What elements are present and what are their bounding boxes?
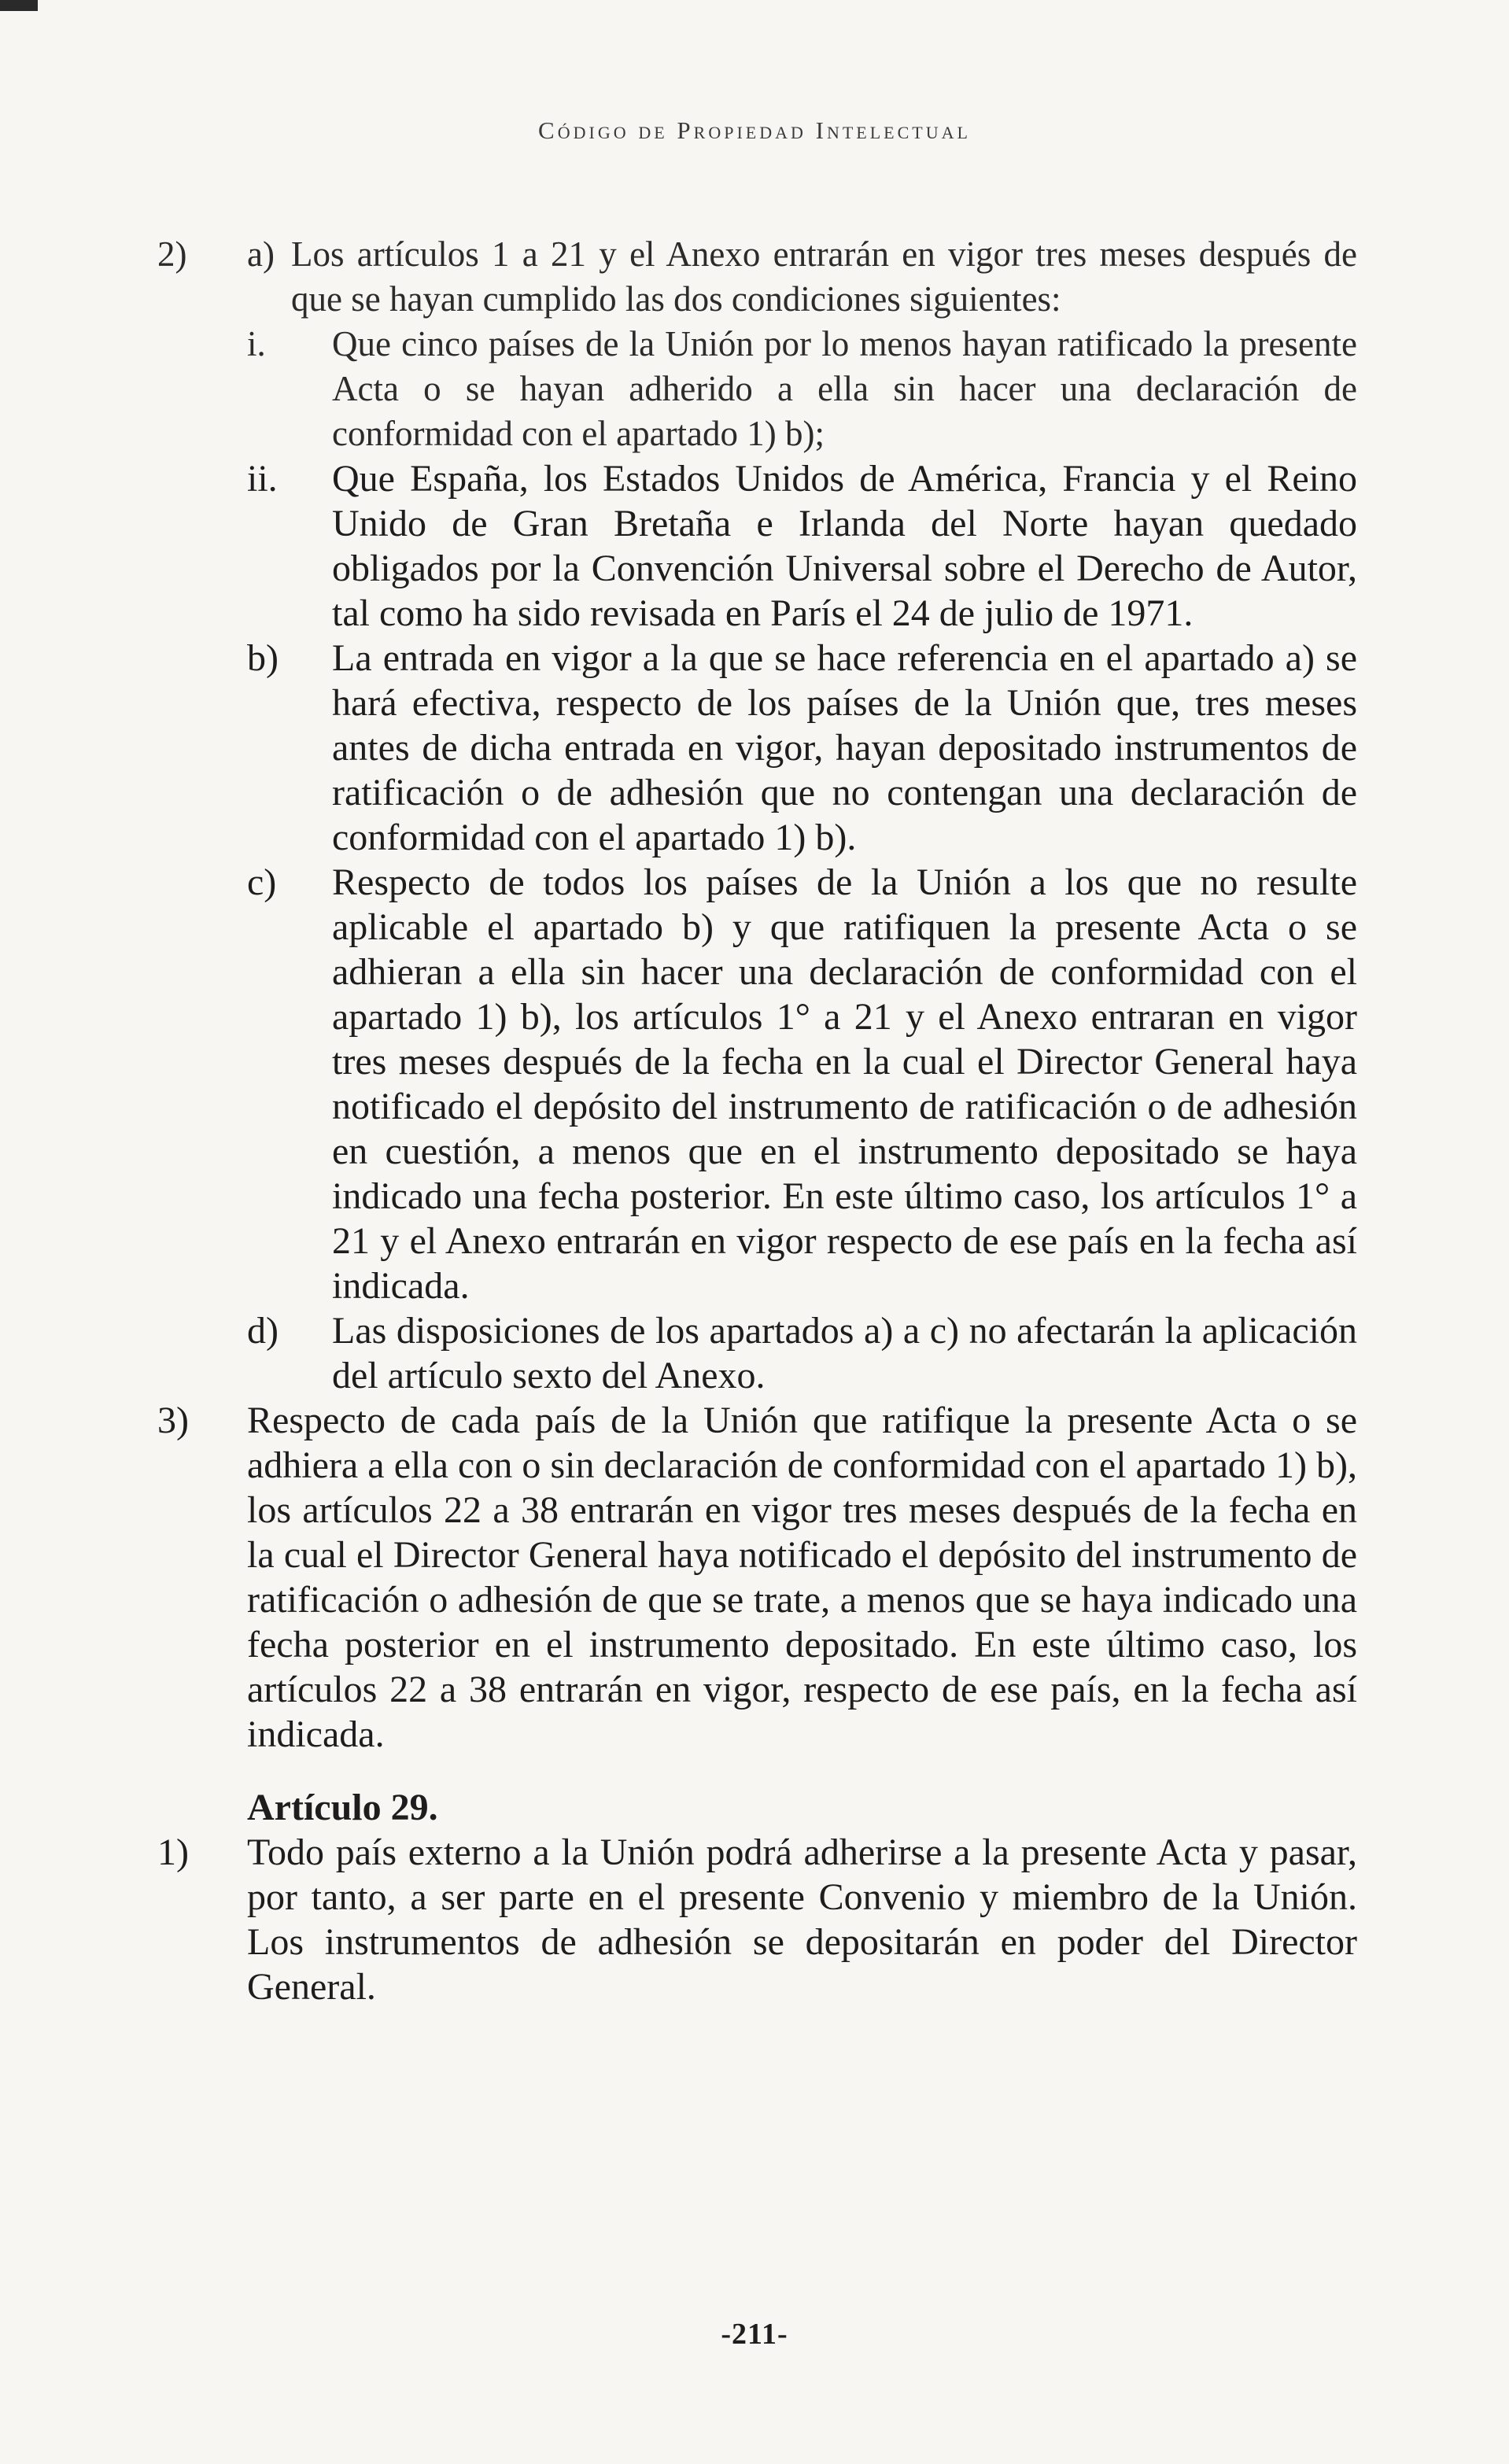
subitem-label: i.	[247, 324, 266, 363]
subitem-text: Que cinco países de la Unión por lo menos hayan ratificado la presente Acta o se hayan adherido a ella sin hacer una declaración de conformidad con el apartado 1) b);	[332, 324, 1357, 453]
page-body	[157, 232, 1357, 2009]
subitem-text: Que España, los Estados Unidos de América, Francia y el Reino Unido de Gran Bretaña e Irlanda del Norte hayan quedado obligados por la Convención Universal sobre el Derecho de Autor, tal como ha sido revisada en París el 24 de julio de 1971.	[332, 458, 1357, 634]
subitem-label: ii.	[247, 458, 278, 500]
subitem-i	[157, 322, 1357, 456]
paragraph-2	[157, 232, 1357, 322]
paragraph-text: Todo país externo a la Unión podrá adherirse a la presente Acta y pasar, por tanto, a ser parte en el presente Convenio y miembro de la Unión. Los instrumentos de adhesión se depositarán en poder del Director General.	[247, 1831, 1357, 2008]
item-c	[157, 860, 1357, 1308]
running-header: Código de Propiedad Intelectual	[538, 116, 971, 144]
subitem-ii	[157, 456, 1357, 636]
item-label: a)	[247, 234, 275, 274]
article-29-paragraph-1	[157, 1830, 1357, 2009]
item-label: b)	[247, 637, 279, 679]
item-label: c)	[247, 861, 277, 903]
item-b	[157, 636, 1357, 860]
scan-edge-mark	[0, 0, 38, 11]
paragraph-3	[157, 1398, 1357, 1757]
item-label: d)	[247, 1310, 279, 1352]
paragraph-number: 1)	[157, 1831, 189, 1873]
item-text: La entrada en vigor a la que se hace referencia en el apartado a) se hará efectiva, respecto de los países de la Unión que, tres meses antes de dicha entrada en vigor, hayan depositado instrumentos de ratificación o de adhesión que no contengan una declaración de conformidad con el apartado 1) b).	[332, 637, 1357, 858]
page-number: -211-	[721, 2318, 788, 2351]
article-heading: Artículo 29.	[247, 1787, 438, 1828]
item-text: Las disposiciones de los apartados a) a c) no afectarán la aplicación del artículo sexto del Anexo.	[332, 1310, 1357, 1396]
paragraph-text: Respecto de cada país de la Unión que ratifique la presente Acta o se adhiera a ella con o sin declaración de conformidad con el apartado 1) b), los artículos 22 a 38 entrarán en vigor tres meses después de la fecha en la cual el Director General haya notificado el depósito del instrumento de ratificación o adhesión de que se trate, a menos que se haya indicado una fecha posterior en el instrumento depositado. En este último caso, los artículos 22 a 38 entrarán en vigor, respecto de ese país, en la fecha así indicada.	[247, 1400, 1357, 1755]
paragraph-number: 3)	[157, 1400, 189, 1441]
paragraph-number: 2)	[157, 234, 187, 274]
item-text: Respecto de todos los países de la Unión a los que no resulte aplicable el apartado b) y que ratifiquen la presente Acta o se adhieran a ella sin hacer una declaración de conformidad con el apartado 1) b), los artículos 1° a 21 y el Anexo entraran en vigor tres meses después de la fecha en la cual el Director General haya notificado el depósito del instrumento de ratificación o de adhesión en cuestión, a menos que en el instrumento depositado se haya indicado una fecha posterior. En este último caso, los artículos 1° a 21 y el Anexo entrarán en vigor respecto de ese país en la fecha así indicada.	[332, 861, 1357, 1307]
item-d	[157, 1308, 1357, 1398]
item-text: Los artículos 1 a 21 y el Anexo entrarán en vigor tres meses después de que se hayan cumplido las dos condiciones siguientes:	[291, 234, 1357, 319]
